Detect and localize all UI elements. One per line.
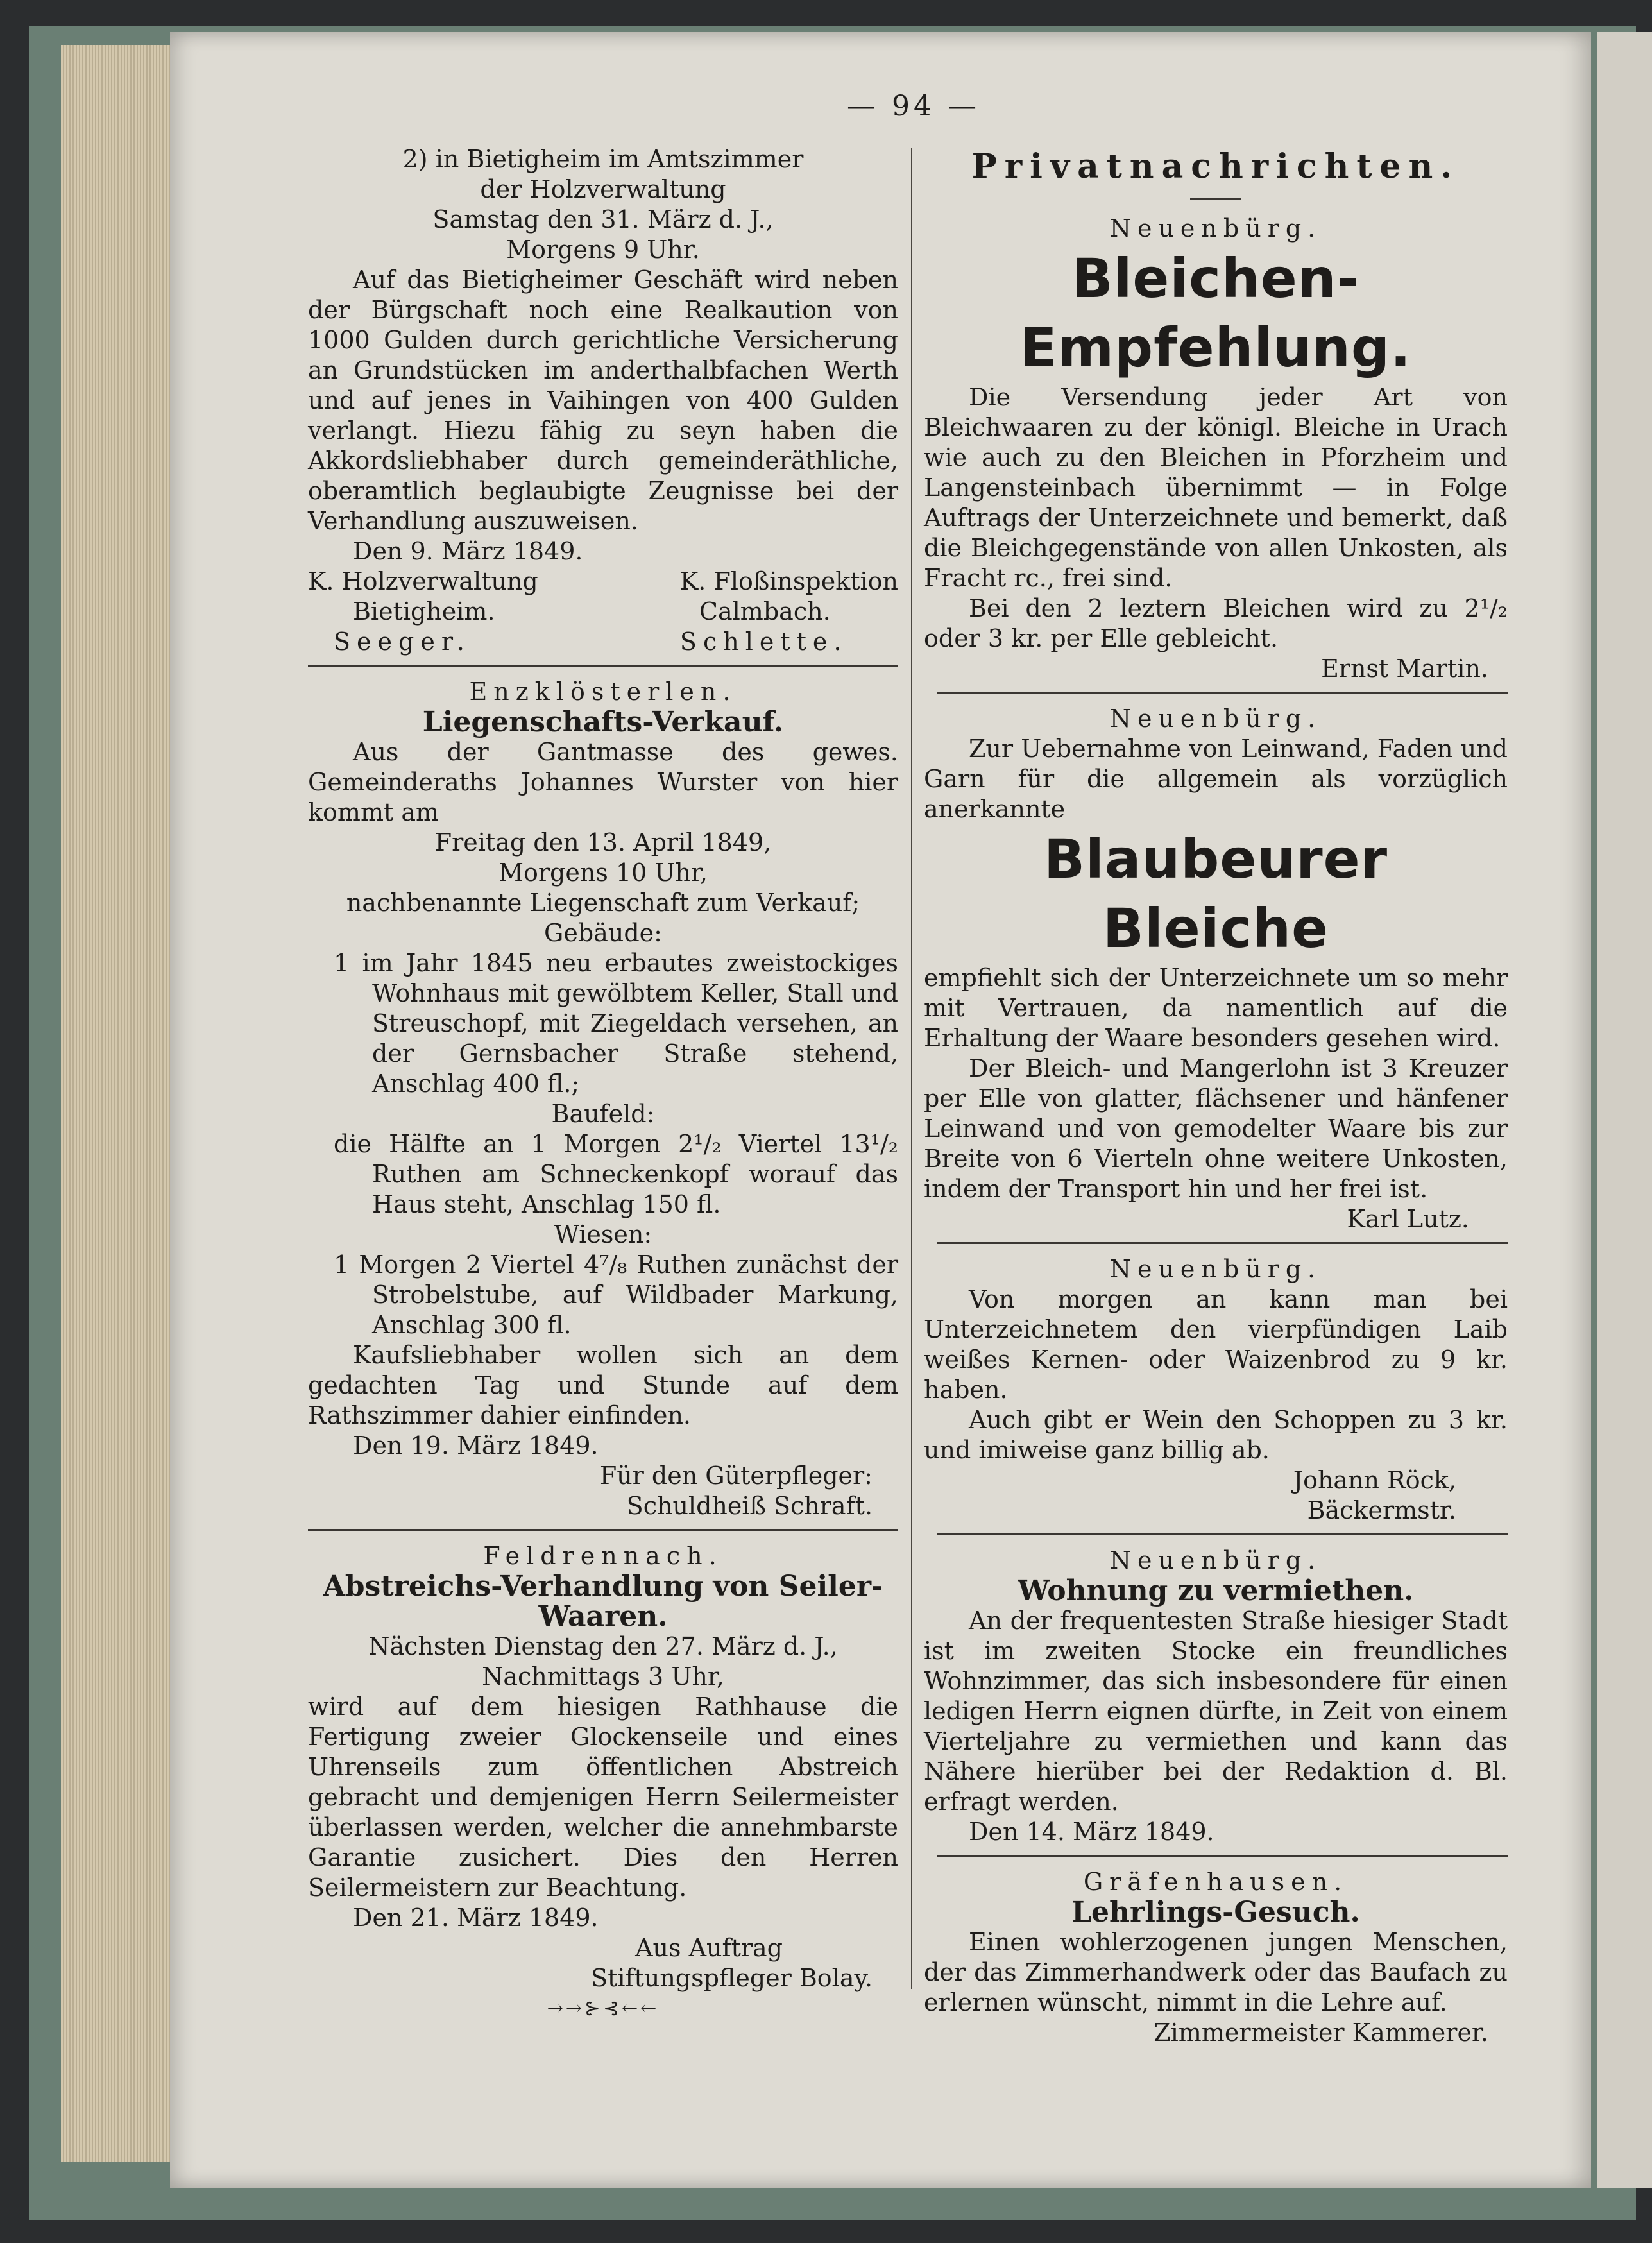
notice-title: Liegenschafts-Verkauf. <box>422 706 784 738</box>
notice-when-2: Morgens 10 Uhr, <box>498 858 708 887</box>
section-rule <box>308 1529 898 1531</box>
notice-when-1: Nächsten Dienstag den 27. März d. J., <box>368 1632 838 1660</box>
section-rule <box>937 1855 1508 1857</box>
section-rule <box>308 665 898 667</box>
place-name: Gräfenhausen. <box>1083 1868 1349 1896</box>
signatures <box>308 567 898 657</box>
column-divider <box>911 148 912 1989</box>
place-name: Neuenbürg. <box>1109 704 1322 733</box>
notice-when-2: Nachmittags 3 Uhr, <box>482 1662 724 1691</box>
signature-right-line-2: Calmbach. <box>699 597 831 626</box>
notice-enzklosterle <box>308 677 898 1521</box>
notice-title-2: Waaren. <box>538 1600 668 1633</box>
notice-bread <box>924 1254 1508 1526</box>
signature: Ernst Martin. <box>1321 654 1488 683</box>
page-number: — 94 — <box>847 90 980 123</box>
auction-line-2: der Holzverwaltung <box>480 175 726 203</box>
notice-intro: Zur Uebernahme von Leinwand, Faden und Garn für die allgemein als vorzüglich anerkannte <box>924 735 1508 823</box>
buildings-text: 1 im Jahr 1845 neu erbautes zweistockiges Wohnhaus mit gewölbtem Keller, Stall und Streuschopf, mit Ziegeldach versehen, an der Gernsbacher Straße stehend, Anschlag 400 fl.; <box>334 949 899 1098</box>
notice-title: Wohnung zu vermiethen. <box>1018 1574 1414 1607</box>
notice-body: An der frequentesten Straße hiesiger Stadt ist im zweiten Stocke ein freundliches Wohnzimmer, das sich insbesondere für einen ledigen Herrn eignen dürfte, in Zeit von einem Vierteljahre zu vermiethen und kann das Nähere hierüber bei der Redaktion d. Bl. erfragt werden. <box>924 1607 1508 1816</box>
right-column <box>924 144 1508 2048</box>
notice-date: Den 19. März 1849. <box>353 1431 599 1460</box>
signature-line-1: Johann Röck, <box>1293 1466 1456 1494</box>
place-name: Neuenbürg. <box>1109 1255 1322 1283</box>
notice-title-1: Abstreichs-Verhandlung von Seiler- <box>323 1570 883 1603</box>
notice-title: Lehrlings-Gesuch. <box>1071 1896 1360 1929</box>
notice-body: empfiehlt sich der Unterzeichnete um so mehr mit Vertrauen, da namentlich auf die Erhaltung der Waare besonders gesehen wird. <box>924 964 1508 1052</box>
notice-when-3: nachbenannte Liegenschaft zum Verkauf; <box>346 889 860 917</box>
signature-right <box>680 567 898 657</box>
auction-line-4: Morgens 9 Uhr. <box>506 235 700 264</box>
notice-lehrling <box>924 1867 1508 2048</box>
heading-land: Baufeld: <box>551 1100 655 1128</box>
signature-left-line-1: K. Holzverwaltung <box>308 567 538 595</box>
notice-intro: Aus der Gantmasse des gewes. Gemeinderaths Johannes Wurster von hier kommt am <box>308 738 898 826</box>
signature: Zimmermeister Kammerer. <box>1154 2018 1488 2047</box>
notice-closing: Kaufsliebhaber wollen sich an dem gedachten Tag und Stunde auf dem Rathszimmer dahier einfinden. <box>308 1341 898 1429</box>
land-text: die Hälfte an 1 Morgen 2¹/₂ Viertel 13¹/₂ Ruthen am Schneckenkopf worauf das Haus steht, Anschlag 150 fl. <box>334 1130 898 1218</box>
place-name: Neuenbürg. <box>1109 1546 1322 1574</box>
section-rule <box>937 1242 1508 1244</box>
facing-page-edge <box>1597 32 1652 2188</box>
notice-title: Blaubeurer Bleiche <box>1043 828 1388 960</box>
left-column <box>308 144 898 2024</box>
notice-blaubeuren <box>924 704 1508 1234</box>
notice-bietigheim <box>308 144 898 657</box>
notice-title: Bleichen-Empfehlung. <box>1020 247 1411 379</box>
notice-when-1: Freitag den 13. April 1849, <box>434 828 772 857</box>
signature-line-2: Schuldheiß Schraft. <box>626 1492 873 1520</box>
notice-bleichen <box>924 214 1508 684</box>
section-rule <box>937 1533 1508 1535</box>
notice-date: Den 14. März 1849. <box>969 1818 1214 1846</box>
signature-left <box>308 567 538 657</box>
signature-line-1: Für den Güterpfleger: <box>599 1462 873 1490</box>
section-rule <box>937 692 1508 694</box>
signature-line-1: Aus Auftrag <box>635 1934 783 1962</box>
signature-right-line-3: Schlette. <box>679 627 848 656</box>
place-name: Enzklösterlen. <box>469 678 737 706</box>
signature-left-line-2: Bietigheim. <box>353 597 495 626</box>
notice-body-2: Auch gibt er Wein den Schoppen zu 3 kr. und imiweise ganz billig ab. <box>924 1406 1508 1464</box>
auction-line-3: Samstag den 31. März d. J., <box>432 205 774 234</box>
notice-body: Die Versendung jeder Art von Bleichwaaren zu der königl. Bleiche in Urach wie auch zu den Bleichen in Pforzheim und Langensteinbach übernimmt — in Folge Auftrags der Unterzeichnete und bemerkt, daß die Bleichgegenstände von allen Unkosten, als Fracht rc., frei sind. <box>924 383 1508 592</box>
notice-wohnung <box>924 1546 1508 1847</box>
notice-body: Von morgen an kann man bei Unterzeichnetem den vierpfündigen Laib weißes Kernen- oder Waizenbrod zu 9 kr. haben. <box>924 1285 1508 1404</box>
notice-feldrennach <box>308 1541 898 2024</box>
signature-right-line-1: K. Floßinspektion <box>679 567 898 595</box>
section-heading: Privatnachrichten. <box>971 147 1460 186</box>
short-rule <box>1190 198 1241 200</box>
notice-body-2: Bei den 2 leztern Bleichen wird zu 2¹/₂ oder 3 kr. per Elle gebleicht. <box>924 594 1508 652</box>
notice-body: Auf das Bietigheimer Geschäft wird neben der Bürgschaft noch eine Realkaution von 1000 Gulden durch gerichtliche Versicherung an Grundstücken im anderthalbfachen Werth und auf jenes in Vaihingen von 400 Gulden verlangt. Hiezu fähig zu seyn haben die Akkordsliebhaber durch gemeinderäthliche, oberamtlich beglaubigte Zeugnisse bei der Verhandlung auszuweisen. <box>308 266 898 535</box>
notice-body-2: Der Bleich- und Mangerlohn ist 3 Kreuzer per Elle von glatter, flächsener und hänfener Leinwand und von gemodelter Waare bis zur Breite von 6 Vierteln ohne weitere Unkosten, indem der Transport hin und her frei ist. <box>924 1054 1508 1203</box>
meadows-text: 1 Morgen 2 Viertel 4⁷/₈ Ruthen zunächst der Strobelstube, auf Wildbader Markung, Anschlag 300 fl. <box>334 1250 898 1339</box>
page-edges <box>61 45 170 2162</box>
heading-meadows: Wiesen: <box>554 1220 652 1249</box>
signature-left-line-3: Seeger. <box>334 627 471 656</box>
notice-body: Einen wohlerzogenen jungen Menschen, der das Zimmerhandwerk oder das Baufach zu erlernen wünscht, nimmt in die Lehre auf. <box>924 1928 1508 2017</box>
notice-date: Den 21. März 1849. <box>353 1904 599 1932</box>
place-name: Feldrennach. <box>483 1542 723 1570</box>
notice-date: Den 9. März 1849. <box>353 537 583 565</box>
auction-line-1: 2) in Bietigheim im Amtszimmer <box>402 145 804 173</box>
signature-line-2: Stiftungspfleger Bolay. <box>591 1964 873 1992</box>
signature-line-2: Bäckermstr. <box>1307 1496 1456 1524</box>
signature: Karl Lutz. <box>1347 1205 1469 1233</box>
notice-body: wird auf dem hiesigen Rathhause die Fertigung zweier Glockenseile und eines Uhrenseils zum öffentlichen Abstreich gebracht und demjenigen Herrn Seilermeister überlassen werden, welcher die annehmbarste Garantie zusichert. Dies den Herren Seilermeistern zur Beachtung. <box>308 1693 898 1902</box>
place-name: Neuenbürg. <box>1109 214 1322 243</box>
ornament-divider: →→⊱⊰←← <box>547 1997 660 2020</box>
heading-buildings: Gebäude: <box>544 919 662 947</box>
